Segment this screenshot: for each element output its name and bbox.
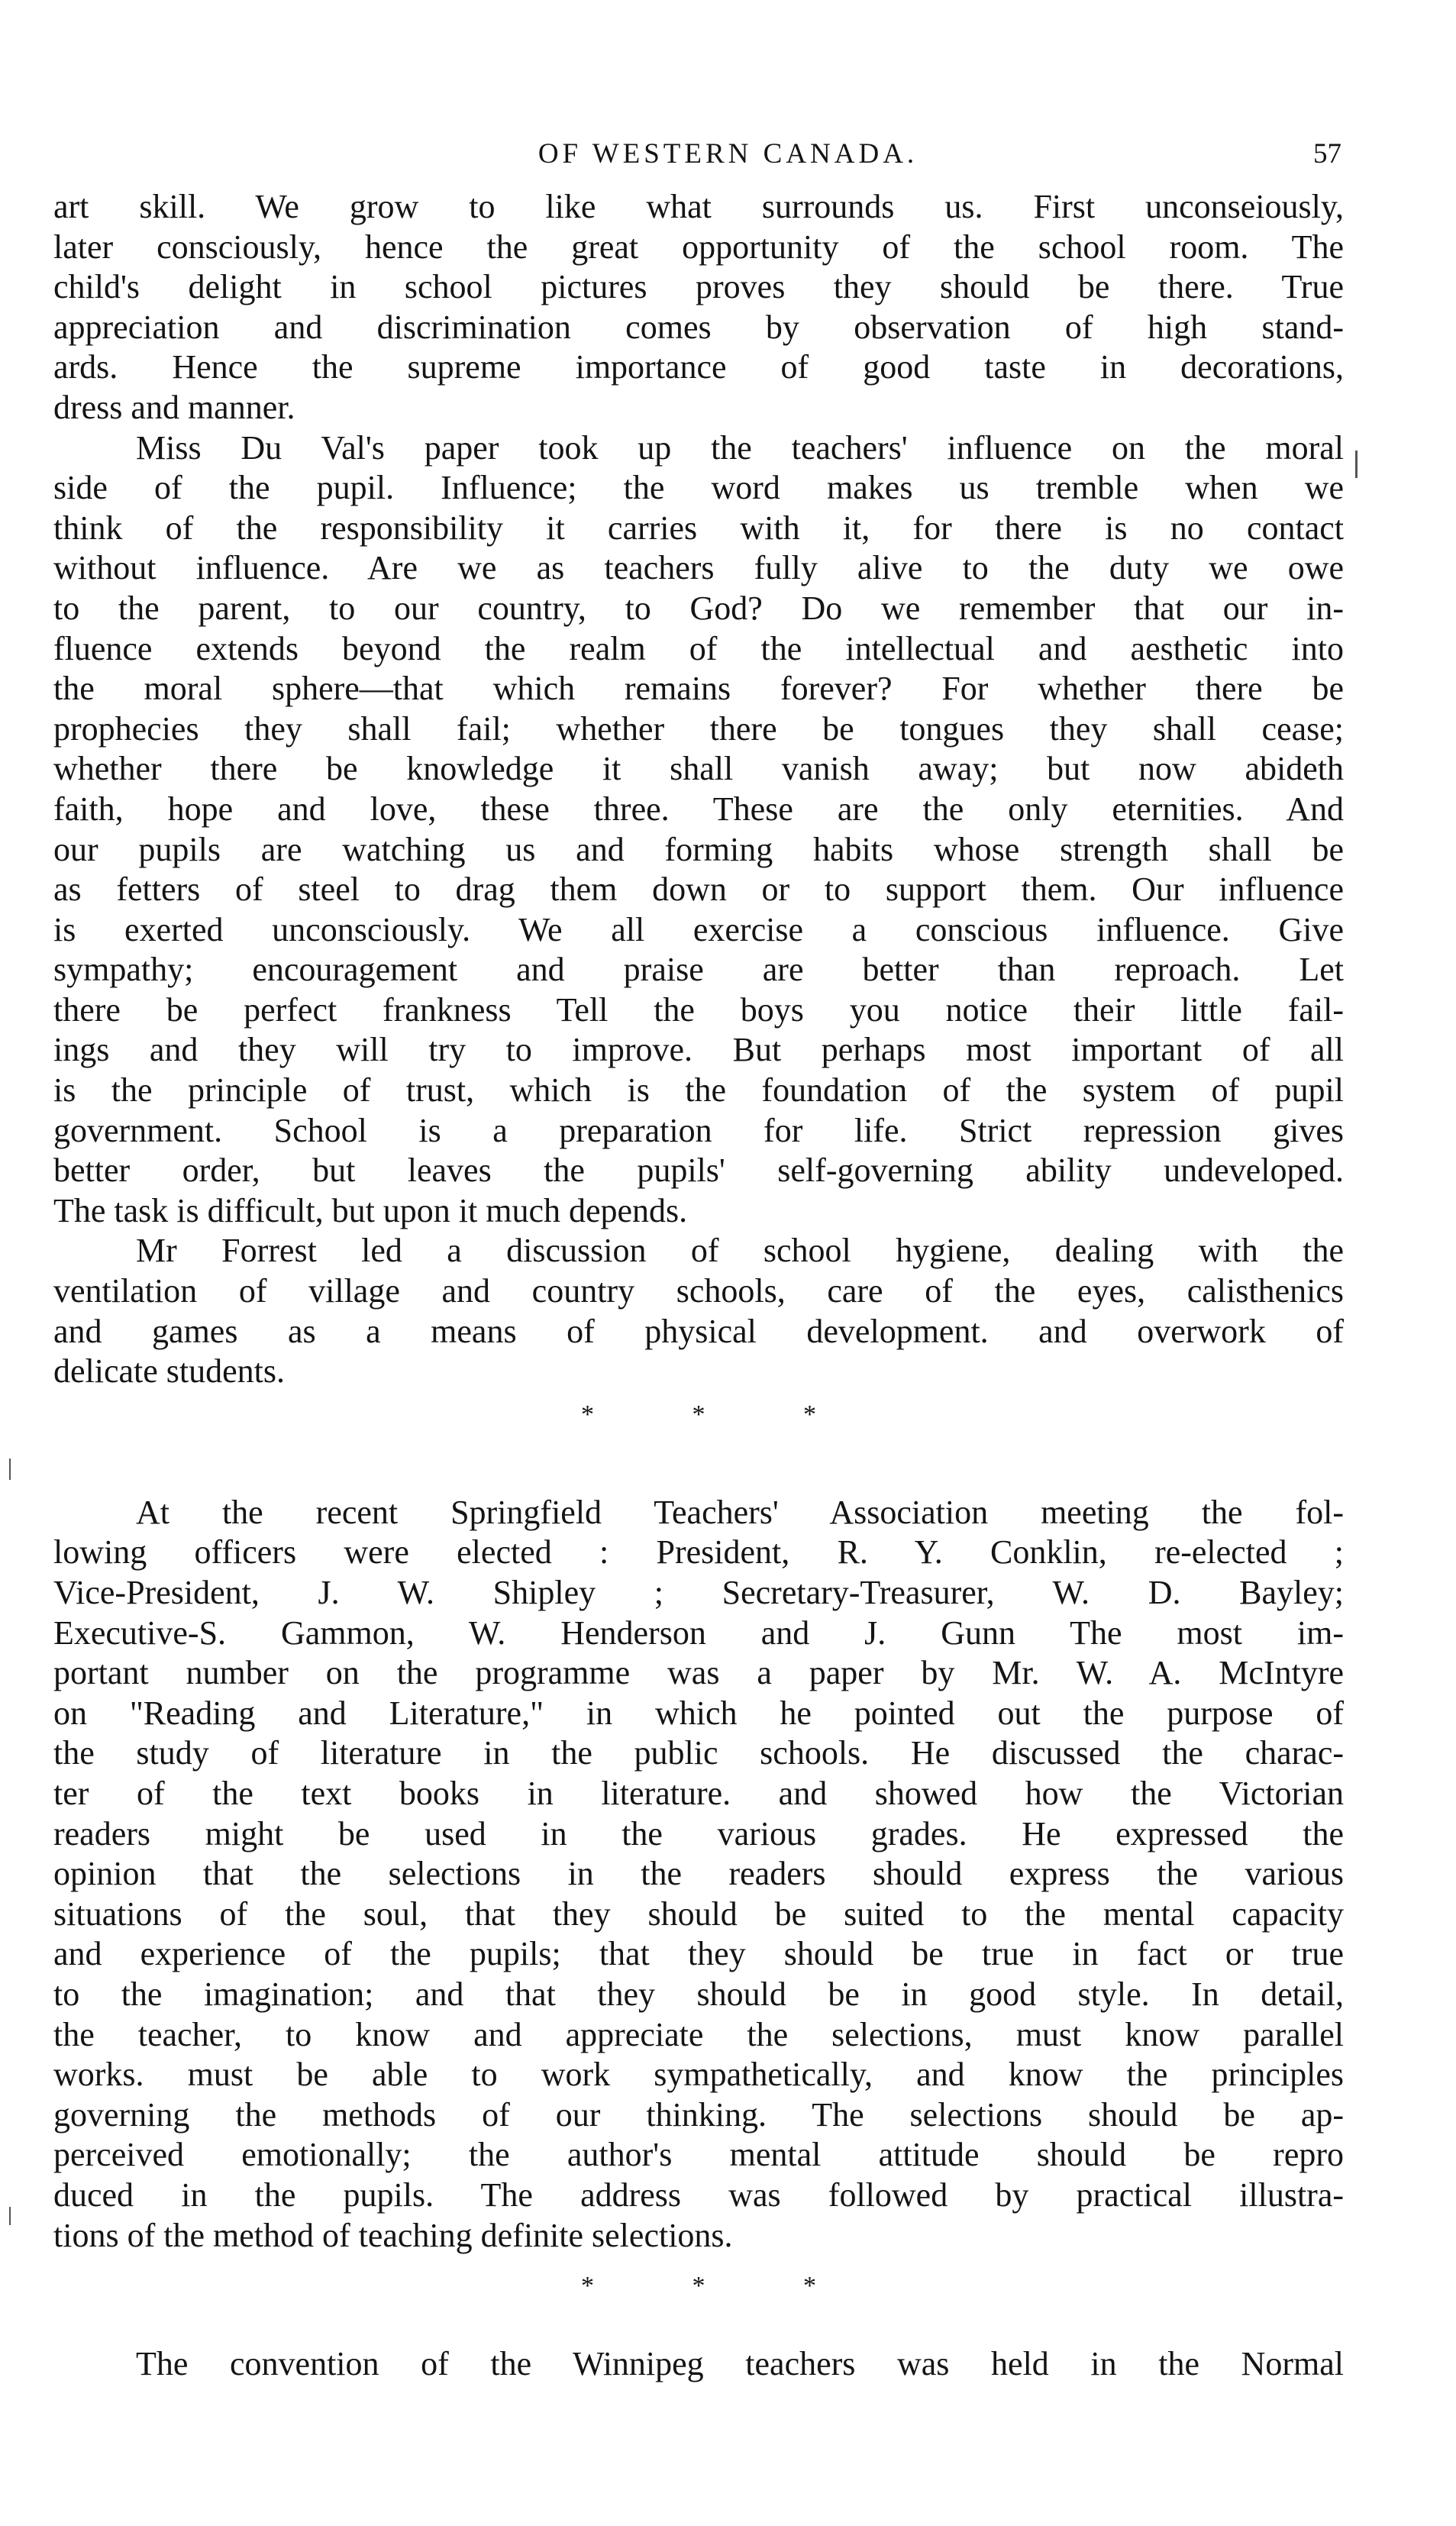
scan-artifact-mark: [9, 1458, 11, 1480]
text-line: there be perfect frankness Tell the boys you notice their little fail-: [53, 990, 1344, 1029]
text-line: as fetters of steel to drag them down or to support them. Our influence: [53, 871, 1344, 909]
text-line: faith, hope and love, these three. These are the only eternities. And: [53, 790, 1344, 828]
paragraph-moral-influence: [53, 428, 1344, 1232]
text-line: governing the methods of our thinking. The selections should be ap-: [53, 2095, 1344, 2134]
text-line: duced in the pupils. The address was followed by practical illustra-: [53, 2176, 1344, 2214]
asterism-separator: * * *: [581, 2272, 862, 2301]
paragraph-springfield-association: [53, 1493, 1344, 2256]
section-gap: [53, 2323, 1344, 2344]
text-line: Vice-President, J. W. Shipley ; Secretary-Treasurer, W. D. Bayley;: [53, 1574, 1344, 1611]
text-line: later consciously, hence the great opportunity of the school room. The: [53, 228, 1344, 266]
text-line: the moral sphere—that which remains forever? For whether there be: [53, 670, 1344, 708]
text-line: portant number on the programme was a paper by Mr. W. A. McIntyre: [53, 1654, 1344, 1692]
text-line: appreciation and discrimination comes by observation of high stand-: [53, 308, 1344, 346]
text-line: government. School is a preparation for life. Strict repression gives: [53, 1111, 1344, 1149]
text-line: situations of the soul, that they should be suited to the mental capacity: [53, 1894, 1344, 1933]
text-line: to the parent, to our country, to God? Do we remember that our in-: [53, 589, 1344, 627]
text-line: perceived emotionally; the author's mental attitude should be repro: [53, 2136, 1344, 2174]
text-line: the study of literature in the public schools. He discussed the charac-: [53, 1734, 1344, 1772]
text-line: ings and they will try to improve. But perhaps most important of all: [53, 1031, 1344, 1069]
scan-artifact-mark: [1355, 451, 1358, 478]
running-head: [0, 131, 1456, 177]
paragraph-art-skill: [53, 187, 1344, 428]
text-line: opinion that the selections in the readers should express the various: [53, 1855, 1344, 1893]
text-line: Executive-S. Gammon, W. Henderson and J. Gunn The most im-: [53, 1613, 1344, 1652]
text-line: The task is difficult, but upon it much depends.: [53, 1191, 688, 1229]
text-line: sympathy; encouragement and praise are better than reproach. Let: [53, 951, 1344, 989]
body-text: [53, 187, 1344, 2385]
text-line: prophecies they shall fail; whether there be tongues they shall cease;: [53, 709, 1344, 748]
text-line: better order, but leaves the pupils' self-governing ability undeveloped.: [53, 1152, 1344, 1190]
text-line: At the recent Springfield Teachers' Association meeting the fol-: [136, 1493, 1344, 1531]
text-line: fluence extends beyond the realm of the intellectual and aesthetic into: [53, 629, 1344, 667]
text-line: side of the pupil. Influence; the word makes us tremble when we: [53, 469, 1344, 507]
text-line: works. must be able to work sympathetically, and know the principles: [53, 2056, 1344, 2094]
text-line: ards. Hence the supreme importance of good taste in decorations,: [53, 348, 1344, 386]
text-line: The convention of the Winnipeg teachers was held in the Normal: [136, 2345, 1344, 2383]
text-line: and games as a means of physical development. and overwork of: [53, 1312, 1344, 1350]
text-line: lowing officers were elected : President, R. Y. Conklin, re-elected ;: [53, 1533, 1344, 1571]
paragraph-school-hygiene: [53, 1231, 1344, 1391]
text-line: readers might be used in the various grades. He expressed the: [53, 1814, 1344, 1853]
text-line: is exerted unconsciously. We all exercise a conscious influence. Give: [53, 910, 1344, 948]
text-line: child's delight in school pictures proves they should be there. True: [53, 268, 1344, 306]
text-line: tions of the method of teaching definite selections.: [53, 2216, 733, 2254]
text-line: art skill. We grow to like what surrounds us. First unconseiously,: [53, 188, 1344, 225]
text-line: is the principle of trust, which is the foundation of the system of pupil: [53, 1071, 1344, 1110]
text-line: Mr Forrest led a discussion of school hygiene, dealing with the: [136, 1232, 1344, 1270]
text-line: our pupils are watching us and forming habits whose strength shall be: [53, 830, 1344, 868]
text-line: without influence. Are we as teachers fully alive to the duty we owe: [53, 549, 1344, 587]
asterism-separator: * * *: [581, 1400, 862, 1429]
page-number: 57: [1313, 138, 1341, 170]
text-line: ventilation of village and country schools, care of the eyes, calisthenics: [53, 1272, 1344, 1310]
text-line: and experience of the pupils; that they should be true in fact or true: [53, 1935, 1344, 1973]
text-line: dress and manner.: [53, 388, 295, 426]
section-gap: [53, 1447, 1344, 1493]
running-title: OF WESTERN CANADA.: [538, 138, 918, 170]
text-line: delicate students.: [53, 1352, 286, 1391]
text-line: whether there be knowledge it shall vanish away; but now abideth: [53, 750, 1344, 788]
paragraph-winnipeg-convention: [53, 2344, 1344, 2385]
text-line: ter of the text books in literature. and showed how the Victorian: [53, 1774, 1344, 1812]
scan-artifact-mark: [9, 2207, 11, 2225]
text-line: on "Reading and Literature," in which he pointed out the purpose of: [53, 1694, 1344, 1732]
text-line: think of the responsibility it carries with it, for there is no contact: [53, 509, 1344, 547]
text-line: to the imagination; and that they should be in good style. In detail,: [53, 1975, 1344, 2013]
text-line: the teacher, to know and appreciate the selections, must know parallel: [53, 2015, 1344, 2053]
text-line: Miss Du Val's paper took up the teachers' influence on the moral: [136, 428, 1344, 467]
